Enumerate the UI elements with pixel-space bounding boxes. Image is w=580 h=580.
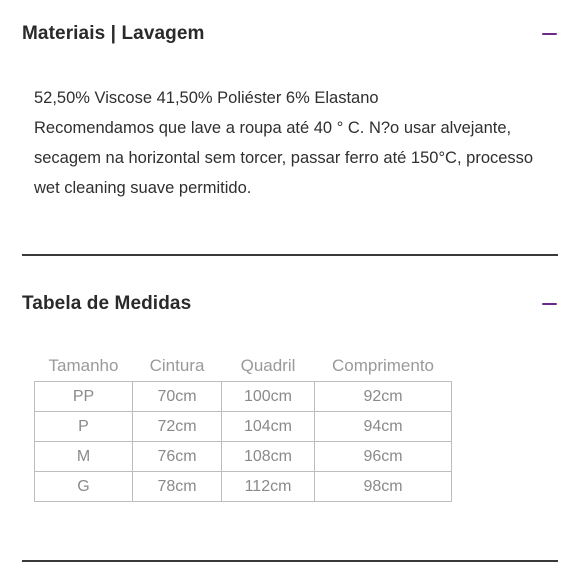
cell-size: G bbox=[35, 472, 133, 502]
care-instructions: Recomendamos que lave a roupa até 40 ° C. N?o usar alvejante, secagem na horizontal sem torcer, passar ferro até 150°C, processo wet cleaning suave permitido. bbox=[34, 119, 534, 197]
cell-waist: 76cm bbox=[133, 442, 222, 472]
cell-hip: 100cm bbox=[222, 382, 315, 412]
cell-hip: 112cm bbox=[222, 472, 315, 502]
table-row bbox=[35, 412, 452, 442]
material-composition: 52,50% Viscose 41,50% Poliéster 6% Elastano bbox=[34, 89, 379, 107]
materials-section-header[interactable] bbox=[22, 19, 558, 49]
measurements-section-title: Tabela de Medidas bbox=[22, 293, 192, 314]
materials-section-title: Materiais | Lavagem bbox=[22, 23, 205, 44]
cell-length: 94cm bbox=[315, 412, 452, 442]
table-row bbox=[35, 472, 452, 502]
cell-length: 98cm bbox=[315, 472, 452, 502]
cell-waist: 72cm bbox=[133, 412, 222, 442]
column-header-size: Tamanho bbox=[48, 356, 119, 375]
cell-size: PP bbox=[35, 382, 133, 412]
cell-size: P bbox=[35, 412, 133, 442]
column-header-waist: Cintura bbox=[149, 356, 205, 375]
column-header-hip: Quadril bbox=[240, 356, 296, 375]
section-divider bbox=[22, 254, 558, 256]
table-row bbox=[35, 382, 452, 412]
table-header-row bbox=[35, 351, 452, 382]
cell-hip: 104cm bbox=[222, 412, 315, 442]
cell-length: 92cm bbox=[315, 382, 452, 412]
table-row bbox=[35, 442, 452, 472]
minus-icon[interactable] bbox=[540, 25, 558, 43]
materials-content bbox=[34, 83, 554, 203]
size-table bbox=[34, 351, 452, 502]
cell-size: M bbox=[35, 442, 133, 472]
cell-length: 96cm bbox=[315, 442, 452, 472]
column-header-length: Comprimento bbox=[331, 356, 435, 375]
cell-waist: 70cm bbox=[133, 382, 222, 412]
cell-waist: 78cm bbox=[133, 472, 222, 502]
cell-hip: 108cm bbox=[222, 442, 315, 472]
minus-icon[interactable] bbox=[540, 295, 558, 313]
measurements-section-header[interactable] bbox=[22, 289, 558, 319]
section-divider bbox=[22, 560, 558, 562]
